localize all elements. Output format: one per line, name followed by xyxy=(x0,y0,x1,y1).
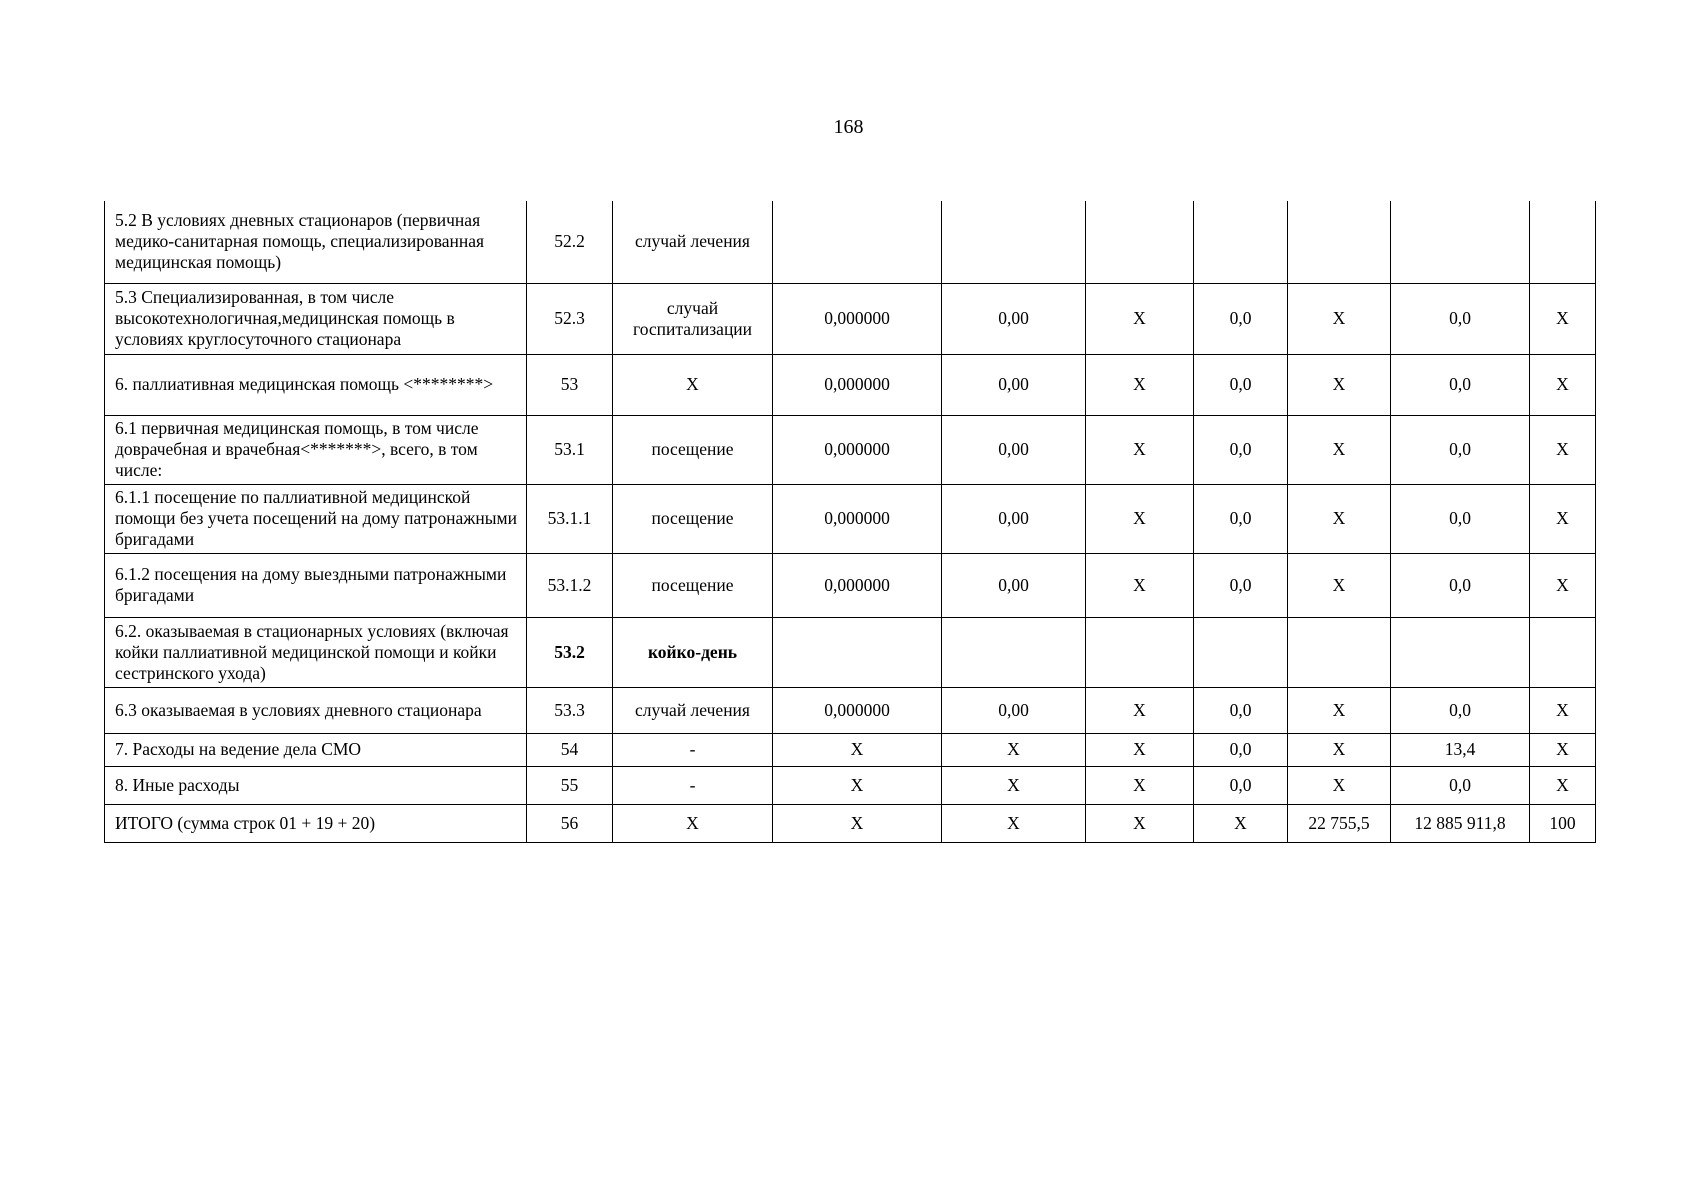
cell-value: 0,0 xyxy=(1391,484,1530,553)
cell-value: X xyxy=(942,733,1086,766)
cell-value: 0,00 xyxy=(942,687,1086,733)
cell-value: X xyxy=(1530,484,1596,553)
cell-value: 0,0 xyxy=(1391,766,1530,804)
cell-value: X xyxy=(1086,733,1194,766)
row-unit: посещение xyxy=(613,553,773,617)
row-name: 6.1.1 посещение по паллиативной медицинской помощи без учета посещений на дому патронажными бригадами xyxy=(105,484,527,553)
cell-value: 0,00 xyxy=(942,283,1086,354)
cell-value: X xyxy=(1086,415,1194,484)
page-number: 168 xyxy=(833,116,864,138)
row-unit: случай лечения xyxy=(613,687,773,733)
cell-value: X xyxy=(1288,354,1391,415)
table-row xyxy=(105,354,1596,415)
row-name: 5.2 В условиях дневных стационаров (первичная медико-санитарная помощь, специализированная медицинская помощь) xyxy=(105,201,527,283)
row-code: 56 xyxy=(527,804,613,842)
row-code: 54 xyxy=(527,733,613,766)
table-row xyxy=(105,484,1596,553)
row-code: 53.1 xyxy=(527,415,613,484)
row-name: 6.1.2 посещения на дому выездными патронажными бригадами xyxy=(105,553,527,617)
cell-value: X xyxy=(1288,553,1391,617)
row-name: 7. Расходы на ведение дела СМО xyxy=(105,733,527,766)
cell-value: X xyxy=(1288,766,1391,804)
cell-value: 0,0 xyxy=(1194,553,1288,617)
cell-value: X xyxy=(1086,283,1194,354)
row-code: 52.3 xyxy=(527,283,613,354)
cell-value: 0,00 xyxy=(942,484,1086,553)
row-unit: койко-день xyxy=(613,617,773,687)
cell-value: X xyxy=(1530,354,1596,415)
table-row xyxy=(105,766,1596,804)
row-unit: X xyxy=(613,804,773,842)
row-name: 8. Иные расходы xyxy=(105,766,527,804)
cell-value: X xyxy=(1086,484,1194,553)
cell-value: X xyxy=(1530,687,1596,733)
cell-value: X xyxy=(1288,687,1391,733)
table-row xyxy=(105,283,1596,354)
row-code: 53.1.1 xyxy=(527,484,613,553)
row-name: 5.3 Специализированная, в том числе высокотехнологичная,медицинская помощь в условиях круглосуточного стационара xyxy=(105,283,527,354)
cell-value xyxy=(1391,617,1530,687)
cell-value: 0,000000 xyxy=(773,283,942,354)
cell-value xyxy=(1086,201,1194,283)
cell-value: 0,000000 xyxy=(773,484,942,553)
table-row xyxy=(105,687,1596,733)
cell-value: X xyxy=(773,733,942,766)
cell-value: X xyxy=(1530,766,1596,804)
cell-value: X xyxy=(773,804,942,842)
cell-value xyxy=(1194,617,1288,687)
cell-value: X xyxy=(773,766,942,804)
table-row xyxy=(105,415,1596,484)
row-name: ИТОГО (сумма строк 01 + 19 + 20) xyxy=(105,804,527,842)
cell-value xyxy=(773,201,942,283)
cell-value: 0,0 xyxy=(1194,484,1288,553)
cell-value: 13,4 xyxy=(1391,733,1530,766)
row-name: 6.2. оказываемая в стационарных условиях (включая койки паллиативной медицинской помощи и койки сестринского ухода) xyxy=(105,617,527,687)
cell-value: 0,000000 xyxy=(773,687,942,733)
cell-value: 0,0 xyxy=(1194,415,1288,484)
cell-value xyxy=(773,617,942,687)
row-unit: случай лечения xyxy=(613,201,773,283)
cell-value: 12 885 911,8 xyxy=(1391,804,1530,842)
cell-value: 0,00 xyxy=(942,415,1086,484)
row-code: 53 xyxy=(527,354,613,415)
cell-value: X xyxy=(942,804,1086,842)
cell-value: X xyxy=(942,766,1086,804)
cell-value: 0,0 xyxy=(1391,283,1530,354)
cell-value xyxy=(1530,617,1596,687)
row-name: 6.1 первичная медицинская помощь, в том числе доврачебная и врачебная<*******>, всего, в том числе: xyxy=(105,415,527,484)
row-unit: посещение xyxy=(613,484,773,553)
table-row-total xyxy=(105,804,1596,842)
cell-value: 0,0 xyxy=(1194,733,1288,766)
row-code: 53.3 xyxy=(527,687,613,733)
cell-value: 0,0 xyxy=(1391,553,1530,617)
cell-value: 0,0 xyxy=(1391,354,1530,415)
row-unit: X xyxy=(613,354,773,415)
row-unit: посещение xyxy=(613,415,773,484)
cell-value: X xyxy=(1530,415,1596,484)
table-row xyxy=(105,553,1596,617)
cell-value: 100 xyxy=(1530,804,1596,842)
row-unit: - xyxy=(613,733,773,766)
cell-value xyxy=(942,617,1086,687)
cell-value: 0,000000 xyxy=(773,415,942,484)
cell-value xyxy=(1288,201,1391,283)
cell-value: X xyxy=(1530,283,1596,354)
cell-value: X xyxy=(1288,733,1391,766)
cell-value: X xyxy=(1530,733,1596,766)
table-row xyxy=(105,617,1596,687)
cell-value: X xyxy=(1086,804,1194,842)
cell-value: X xyxy=(1530,553,1596,617)
cell-value: 0,000000 xyxy=(773,354,942,415)
cell-value: X xyxy=(1086,687,1194,733)
cell-value: X xyxy=(1288,484,1391,553)
cell-value xyxy=(1288,617,1391,687)
row-code: 53.2 xyxy=(527,617,613,687)
row-code: 53.1.2 xyxy=(527,553,613,617)
row-name: 6.3 оказываемая в условиях дневного стационара xyxy=(105,687,527,733)
cell-value: 0,00 xyxy=(942,553,1086,617)
cell-value: X xyxy=(1194,804,1288,842)
row-unit: - xyxy=(613,766,773,804)
cell-value xyxy=(1194,201,1288,283)
cell-value: X xyxy=(1288,415,1391,484)
row-code: 52.2 xyxy=(527,201,613,283)
row-unit: случай госпитализации xyxy=(613,283,773,354)
cell-value xyxy=(1391,201,1530,283)
cell-value: X xyxy=(1086,354,1194,415)
cell-value: X xyxy=(1086,553,1194,617)
cell-value xyxy=(1086,617,1194,687)
cell-value: 0,000000 xyxy=(773,553,942,617)
table-row xyxy=(105,733,1596,766)
cell-value: 0,0 xyxy=(1391,415,1530,484)
cell-value: 0,00 xyxy=(942,354,1086,415)
cell-value: 0,0 xyxy=(1194,354,1288,415)
cell-value: 0,0 xyxy=(1391,687,1530,733)
row-name: 6. паллиативная медицинская помощь <********> xyxy=(105,354,527,415)
cell-value: X xyxy=(1288,283,1391,354)
cell-value: X xyxy=(1086,766,1194,804)
cell-value: 0,0 xyxy=(1194,766,1288,804)
medical-care-table xyxy=(104,201,1596,843)
row-code: 55 xyxy=(527,766,613,804)
cell-value xyxy=(1530,201,1596,283)
cell-value: 0,0 xyxy=(1194,283,1288,354)
cell-value: 22 755,5 xyxy=(1288,804,1391,842)
cell-value xyxy=(942,201,1086,283)
table-row xyxy=(105,201,1596,283)
cell-value: 0,0 xyxy=(1194,687,1288,733)
